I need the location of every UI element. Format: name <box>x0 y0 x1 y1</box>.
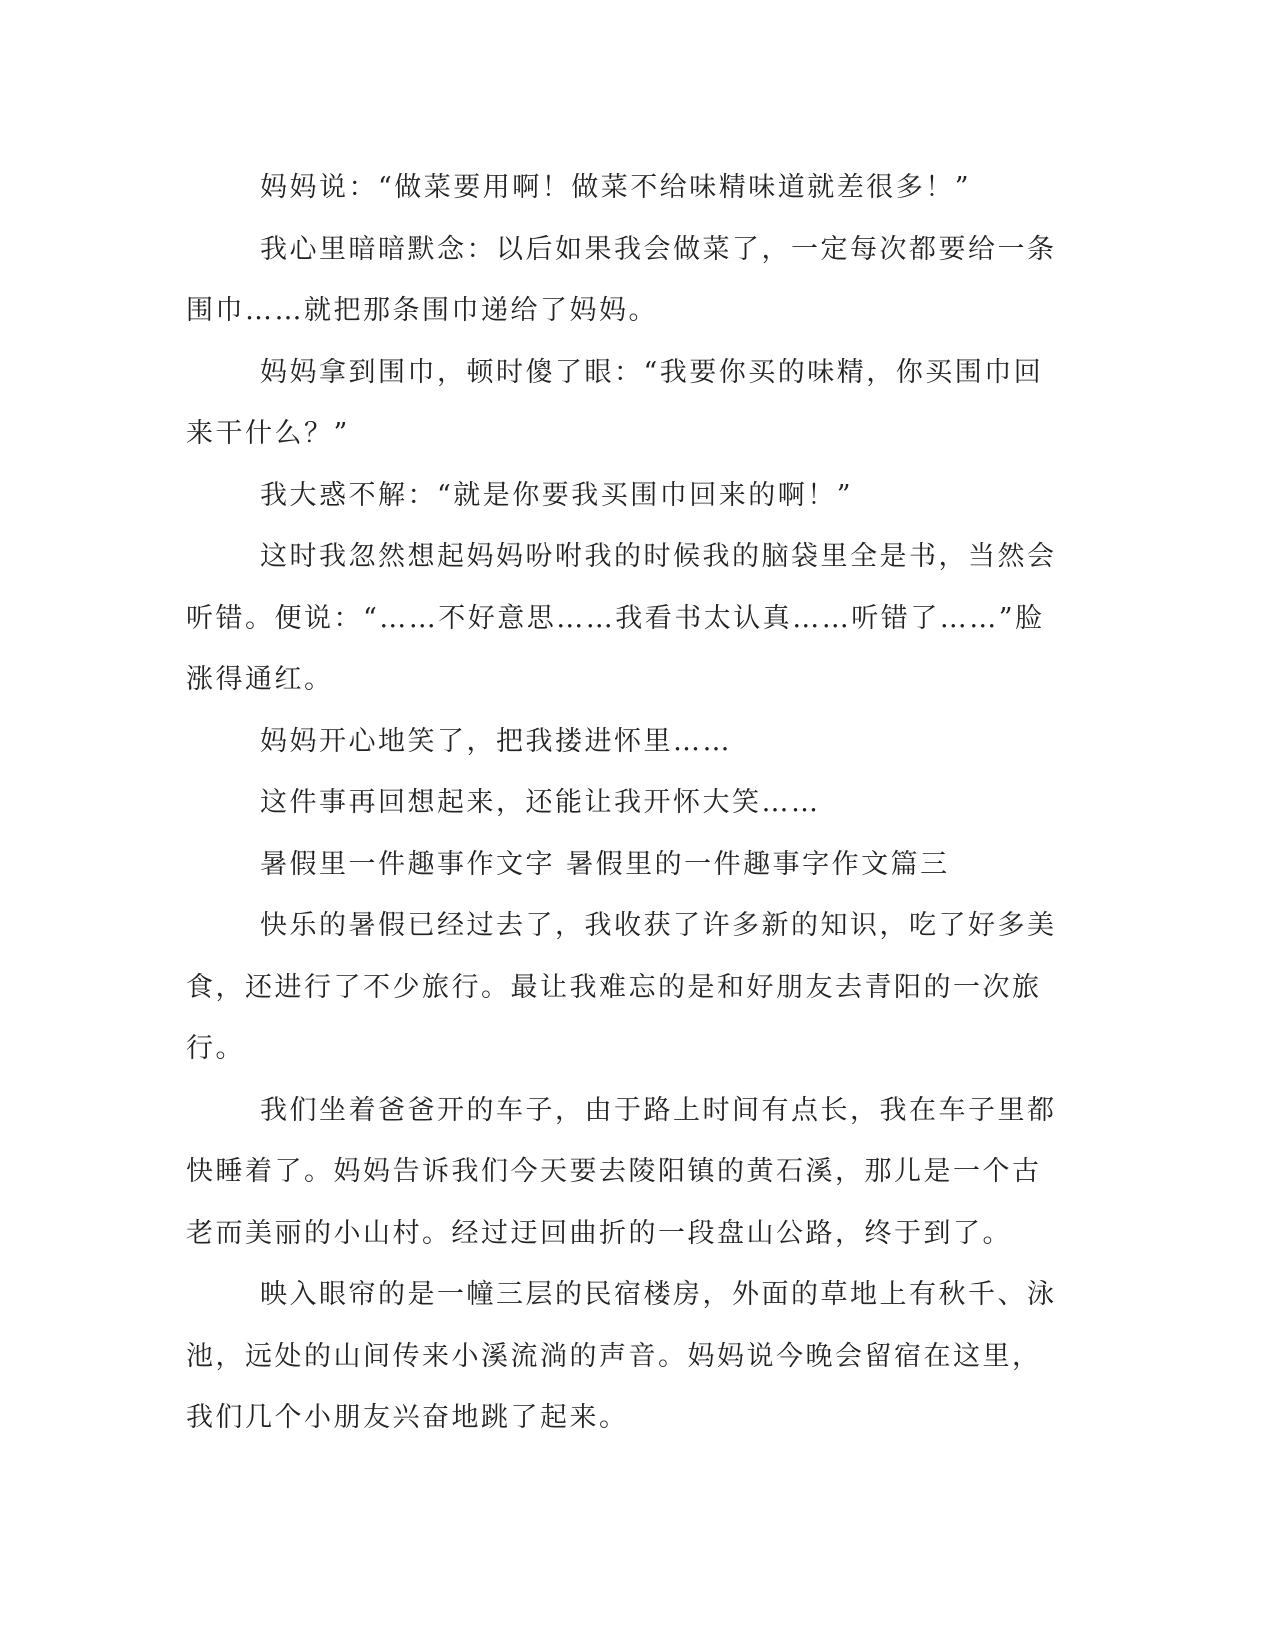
paragraph: 我心里暗暗默念：以后如果我会做菜了，一定每次都要给一条围巾……就把那条围巾递给了妈妈。 <box>186 233 1057 326</box>
paragraph: 映入眼帘的是一幢三层的民宿楼房，外面的草地上有秋千、泳池，远处的山间传来小溪流淌的声音。妈妈说今晚会留宿在这里，我们几个小朋友兴奋地跳了起来。 <box>186 1279 1057 1433</box>
paragraph: 妈妈拿到围巾，顿时傻了眼：“我要你买的味精，你买围巾回来干什么？” <box>186 356 1044 449</box>
section-title: 暑假里一件趣事作文字 暑假里的一件趣事字作文篇三 <box>260 848 950 880</box>
paragraph: 快乐的暑假已经过去了，我收获了许多新的知识，吃了好多美食，还进行了不少旅行。最让我难忘的是和好朋友去青阳的一次旅行。 <box>186 910 1057 1064</box>
paragraph: 我大惑不解：“就是你要我买围巾回来的啊！” <box>260 479 854 511</box>
document-body <box>186 157 1062 1449</box>
paragraph: 妈妈开心地笑了，把我搂进怀里…… <box>260 725 732 757</box>
paragraph: 这件事再回想起来，还能让我开怀大笑…… <box>260 787 821 818</box>
paragraph: 这时我忽然想起妈妈吩咐我的时候我的脑袋里全是书，当然会听错。便说：“……不好意思……我看书太认真……听错了……”脸涨得通红。 <box>186 541 1057 695</box>
paragraph: 我们坐着爸爸开的车子，由于路上时间有点长，我在车子里都快睡着了。妈妈告诉我们今天要去陵阳镇的黄石溪，那儿是一个古老而美丽的小山村。经过迂回曲折的一段盘山公路，终于到了。 <box>186 1094 1057 1249</box>
paragraph: 妈妈说：“做菜要用啊！做菜不给味精味道就差很多！” <box>260 172 972 203</box>
